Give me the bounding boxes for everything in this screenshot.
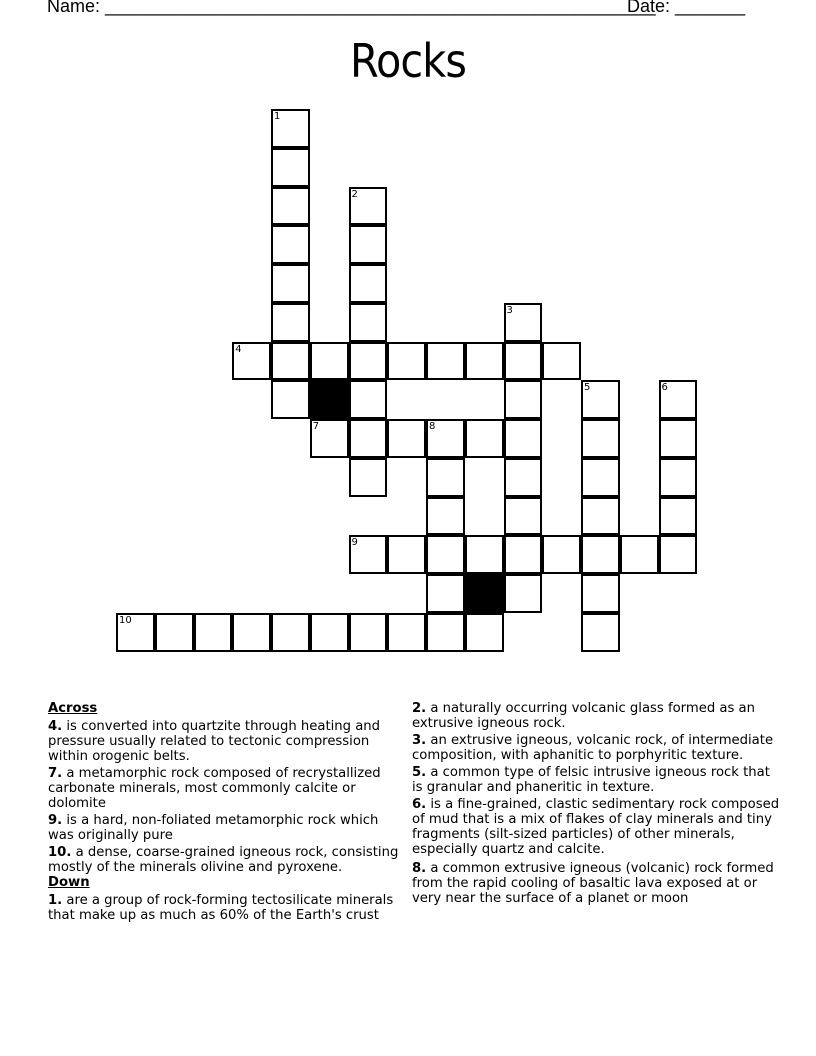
grid-cell[interactable]	[504, 380, 543, 419]
clue-down-8	[412, 861, 782, 906]
grid-cell[interactable]	[581, 419, 620, 458]
grid-cell[interactable]	[620, 535, 659, 574]
grid-cell[interactable]	[659, 535, 698, 574]
clue-text: a metamorphic rock composed of recrystallized carbonate minerals, most commonly calcite or dolomite	[48, 766, 381, 811]
grid-cell[interactable]	[271, 613, 310, 652]
black-square	[465, 574, 504, 613]
grid-cell[interactable]	[271, 225, 310, 264]
clue-number-label: 1	[274, 111, 281, 122]
grid-cell[interactable]	[349, 458, 388, 497]
grid-cell[interactable]	[465, 342, 504, 381]
clue-text: is a hard, non-foliated metamorphic rock which was originally pure	[48, 813, 379, 843]
grid-cell[interactable]	[581, 497, 620, 536]
grid-cell[interactable]	[581, 535, 620, 574]
clue-text: a dense, coarse-grained igneous rock, consisting mostly of the minerals olivine and pyroxene.	[48, 845, 399, 875]
grid-cell[interactable]	[465, 535, 504, 574]
grid-cell-7[interactable]	[310, 419, 349, 458]
name-field[interactable]: Name: _______________________________________________________	[47, 0, 656, 16]
clues-left-column	[48, 701, 408, 925]
date-field[interactable]: Date: _______	[627, 0, 746, 16]
clue-text: a common type of felsic intrusive igneous rock that is granular and phaneritic in texture.	[412, 765, 770, 795]
clue-number-label: 10	[119, 614, 132, 626]
grid-cell[interactable]	[349, 303, 388, 342]
grid-cell[interactable]	[659, 497, 698, 536]
grid-cell[interactable]	[426, 342, 465, 381]
grid-cell[interactable]	[504, 497, 543, 536]
grid-cell[interactable]	[271, 342, 310, 381]
grid-cell[interactable]	[426, 458, 465, 497]
grid-cell[interactable]	[310, 613, 349, 652]
grid-cell[interactable]	[349, 380, 388, 419]
clue-number: 8.	[412, 861, 427, 876]
clue-down-1	[48, 893, 408, 923]
clue-number: 7.	[48, 766, 63, 781]
clue-across-10	[48, 845, 408, 875]
clue-number-label: 2	[351, 188, 358, 200]
grid-cell[interactable]	[387, 613, 426, 652]
clues-right-column	[412, 701, 782, 908]
grid-cell[interactable]	[271, 264, 310, 303]
grid-cell[interactable]	[194, 613, 233, 652]
clue-number: 5.	[412, 765, 427, 780]
clue-number-label: 5	[584, 382, 591, 394]
grid-cell[interactable]	[271, 187, 310, 226]
grid-cell-2[interactable]	[349, 187, 388, 226]
grid-cell-1[interactable]	[271, 109, 310, 148]
grid-cell[interactable]	[155, 613, 194, 652]
grid-cell-5[interactable]	[581, 380, 620, 419]
grid-cell[interactable]	[659, 419, 698, 458]
clue-text: a naturally occurring volcanic glass formed as an extrusive igneous rock.	[412, 701, 755, 731]
grid-cell[interactable]	[271, 303, 310, 342]
grid-cell-10[interactable]	[116, 613, 155, 652]
grid-cell[interactable]	[504, 419, 543, 458]
clue-number: 2.	[412, 701, 427, 716]
clue-number: 1.	[48, 893, 63, 908]
clue-across-7	[48, 766, 408, 811]
clue-down-5	[412, 765, 782, 795]
grid-cell[interactable]	[542, 535, 581, 574]
grid-cell[interactable]	[465, 419, 504, 458]
clue-number: 4.	[48, 719, 63, 734]
grid-cell[interactable]	[426, 613, 465, 652]
grid-cell[interactable]	[504, 574, 543, 613]
grid-cell[interactable]	[271, 148, 310, 187]
clue-number-label: 4	[235, 343, 242, 355]
clue-number-label: 7	[312, 421, 320, 432]
grid-cell[interactable]	[504, 342, 543, 381]
page-title: Rocks	[349, 34, 467, 88]
grid-cell[interactable]	[504, 535, 543, 574]
grid-cell[interactable]	[271, 380, 310, 419]
grid-cell-4[interactable]	[232, 342, 271, 381]
clue-down-6	[412, 797, 782, 857]
clue-number-label: 8	[429, 421, 436, 432]
grid-cell-8[interactable]	[426, 419, 465, 458]
clue-down-2	[412, 701, 782, 731]
grid-cell[interactable]	[349, 613, 388, 652]
clue-number: 9.	[48, 813, 63, 828]
grid-cell[interactable]	[349, 225, 388, 264]
clue-text: is converted into quartzite through heating and pressure usually related to tectonic compression within orogenic belts.	[48, 719, 381, 764]
clue-text: a common extrusive igneous (volcanic) rock formed from the rapid cooling of basaltic lava exposed at or very near the surface of a planet or moon	[412, 861, 774, 906]
grid-cell[interactable]	[232, 613, 271, 652]
grid-cell[interactable]	[581, 574, 620, 613]
clue-number-label: 9	[351, 537, 358, 549]
grid-cell[interactable]	[581, 458, 620, 497]
grid-cell[interactable]	[310, 342, 349, 381]
clue-across-4	[48, 719, 408, 764]
black-square	[310, 380, 349, 419]
grid-cell[interactable]	[581, 613, 620, 652]
grid-cell[interactable]	[349, 342, 388, 381]
grid-cell-3[interactable]	[504, 303, 543, 342]
clue-text: an extrusive igneous, volcanic rock, of intermediate composition, with aphanitic to porphyritic texture.	[412, 733, 774, 763]
clue-number: 10.	[48, 845, 72, 860]
grid-cell[interactable]	[387, 419, 426, 458]
clue-across-9	[48, 813, 408, 843]
across-heading: Across	[48, 701, 98, 716]
grid-cell[interactable]	[426, 535, 465, 574]
clue-text: is a fine-grained, clastic sedimentary rock composed of mud that is a mix of flakes of clay minerals and tiny fragments (silt-sized particles) of other minerals, especially quartz and calcite.	[412, 797, 780, 857]
clue-down-3	[412, 733, 782, 763]
grid-cell[interactable]	[504, 458, 543, 497]
grid-cell-6[interactable]	[659, 380, 698, 419]
grid-cell[interactable]	[349, 419, 388, 458]
grid-cell[interactable]	[542, 342, 581, 381]
grid-cell[interactable]	[465, 613, 504, 652]
clue-number: 3.	[412, 733, 427, 748]
clue-number-label: 3	[506, 304, 513, 316]
clue-number-label: 6	[661, 382, 668, 394]
grid-cell[interactable]	[426, 574, 465, 613]
grid-cell-9[interactable]	[349, 535, 388, 574]
grid-cell[interactable]	[659, 458, 698, 497]
grid-cell[interactable]	[349, 264, 388, 303]
clue-text: are a group of rock-forming tectosilicate minerals that make up as much as 60% of the Earth's crust	[48, 893, 394, 923]
down-heading: Down	[48, 875, 90, 890]
grid-cell[interactable]	[426, 497, 465, 536]
clue-number: 6.	[412, 797, 427, 812]
grid-cell[interactable]	[387, 535, 426, 574]
grid-cell[interactable]	[387, 342, 426, 381]
